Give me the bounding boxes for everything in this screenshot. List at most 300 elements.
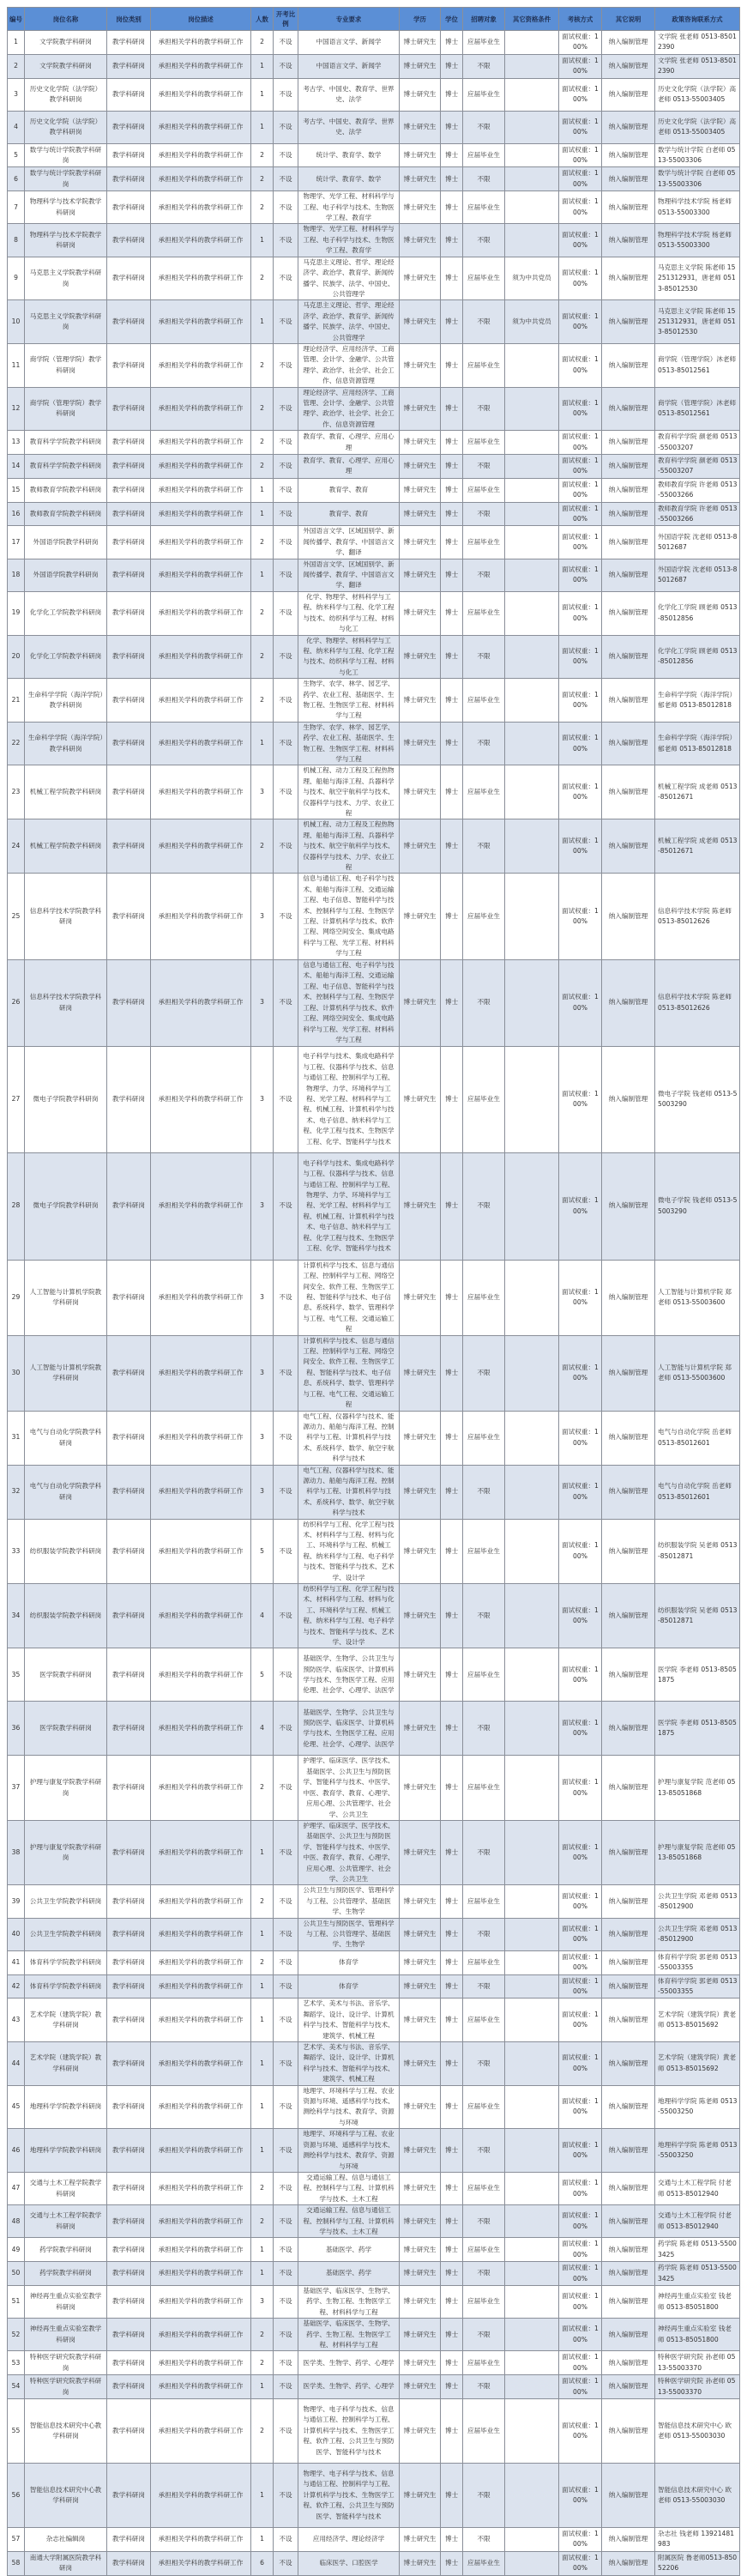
cell-description: 承担相关学科的教学科研工作 (151, 2129, 251, 2173)
cell-category: 教学科研岗 (107, 2351, 151, 2375)
cell-other-requirements (505, 2551, 559, 2575)
cell-other-requirements (505, 1702, 559, 1756)
cell-major: 电子科学与技术、集成电路科学与工程、仪器科学与技术、信息与通信工程、控制科学与工程、物理学、力学、环境科学与工程、光学工程、材料科学与工程、机械工程、计算机科学与技术、电子信息、纳米科学与工程、化学工程与技术、生物医学工程、化学、智能科学与技术 (298, 1152, 400, 1260)
cell-name: 马克思主义学院教学科研岗 (25, 300, 107, 344)
cell-name: 纺织服装学院教学科研岗 (25, 1584, 107, 1648)
cell-ratio: 不设 (274, 257, 298, 300)
cell-contact: 物理科学技术学院 杨老师 0513-55003300 (655, 191, 740, 224)
cell-target: 不限 (463, 502, 505, 526)
cell-ratio: 不设 (274, 1702, 298, 1756)
cell-target: 应届毕业生 (463, 343, 505, 387)
table-row (8, 1918, 740, 1950)
cell-name: 药学院教学科研岗 (25, 2238, 107, 2262)
cell-education: 博士研究生 (400, 1702, 441, 1756)
cell-count: 2 (251, 191, 274, 224)
cell-count: 3 (251, 765, 274, 819)
cell-exam-method: 面试权重：100% (559, 2285, 602, 2318)
table-row (8, 111, 740, 143)
cell-major: 护理学、临床医学、医学技术、基础医学、公共卫生与预防医学、智能科学与技术、中医学、中医、教育学、教育、心理学、应用心理、公共管理学、社会学、公共卫生 (298, 1820, 400, 1884)
cell-name: 护理与康复学院教学科研岗 (25, 1820, 107, 1884)
cell-description: 承担相关学科的教学科研工作 (151, 526, 251, 559)
cell-description: 承担相关学科的教学科研工作 (151, 387, 251, 431)
cell-contact: 电气与自动化学院 岳老师 0513-85012601 (655, 1411, 740, 1465)
cell-other-requirements (505, 2042, 559, 2086)
cell-other-notes: 纳入编制管理 (602, 191, 655, 224)
cell-no: 30 (8, 1335, 25, 1411)
cell-contact: 马克思主义学院 陈老师 15251312931，唐老师 0513-85012530 (655, 300, 740, 344)
cell-no: 27 (8, 1046, 25, 1152)
cell-target: 不限 (463, 2262, 505, 2286)
cell-other-requirements (505, 2285, 559, 2318)
cell-contact: 附属医院 鲁老师0513-85052206 (655, 2551, 740, 2575)
cell-exam-method: 面试权重：100% (559, 2319, 602, 2351)
cell-category: 教学科研岗 (107, 1702, 151, 1756)
cell-major: 公共卫生与预防医学、管理科学与工程、公共管理学、基础医学、生物学 (298, 1885, 400, 1918)
cell-category: 教学科研岗 (107, 2399, 151, 2464)
cell-description: 承担相关学科的教学科研工作 (151, 78, 251, 111)
cell-ratio: 不设 (274, 502, 298, 526)
cell-contact: 体育科学学院 郭老师 0513-55003355 (655, 1950, 740, 1974)
cell-contact: 护理与康复学院 范老师 0513-85051868 (655, 1820, 740, 1884)
cell-degree: 博士 (441, 1519, 463, 1583)
cell-degree: 博士 (441, 2351, 463, 2375)
cell-description: 承担相关学科的教学科研工作 (151, 455, 251, 479)
cell-target: 不限 (463, 959, 505, 1046)
cell-degree: 博士 (441, 2129, 463, 2173)
cell-description: 承担相关学科的教学科研工作 (151, 635, 251, 679)
cell-other-requirements (505, 1820, 559, 1884)
cell-no: 40 (8, 1918, 25, 1950)
cell-other-notes: 纳入编制管理 (602, 478, 655, 502)
cell-major: 纺织科学与工程、化学工程与技术、材料科学与工程、材料与化工、环境科学与工程、机械工程、纳米科学与工程、电子科学与技术、智能科学与技术、艺术学、设计学 (298, 1584, 400, 1648)
cell-no: 56 (8, 2464, 25, 2528)
cell-category: 教学科研岗 (107, 478, 151, 502)
cell-target: 应届毕业生 (463, 1648, 505, 1702)
cell-degree: 博士 (441, 1465, 463, 1519)
table-row (8, 1648, 740, 1702)
recruitment-table (7, 7, 740, 2576)
cell-no: 12 (8, 387, 25, 431)
cell-count: 2 (251, 526, 274, 559)
cell-other-requirements (505, 1648, 559, 1702)
cell-exam-method: 面试权重：100% (559, 31, 602, 55)
cell-other-notes: 纳入编制管理 (602, 819, 655, 874)
cell-other-requirements (505, 167, 559, 191)
cell-other-notes: 纳入编制管理 (602, 2205, 655, 2238)
cell-education: 博士研究生 (400, 2285, 441, 2318)
cell-exam-method: 面试权重：100% (559, 1465, 602, 1519)
cell-name: 历史文化学院（法学院）教学科研岗 (25, 78, 107, 111)
cell-major: 考古学、中国史、教育学、世界史、法学 (298, 78, 400, 111)
cell-description: 承担相关学科的教学科研工作 (151, 1820, 251, 1884)
cell-contact: 物理科学技术学院 杨老师 0513-55003300 (655, 224, 740, 257)
cell-exam-method: 面试权重：100% (559, 1918, 602, 1950)
cell-count: 2 (251, 143, 274, 167)
cell-exam-method: 面试权重：100% (559, 1335, 602, 1411)
cell-education: 博士研究生 (400, 455, 441, 479)
cell-no: 18 (8, 559, 25, 591)
cell-category: 教学科研岗 (107, 1584, 151, 1648)
cell-education: 博士研究生 (400, 2464, 441, 2528)
cell-no: 35 (8, 1648, 25, 1702)
cell-no: 19 (8, 591, 25, 635)
cell-target: 不限 (463, 1918, 505, 1950)
cell-education: 博士研究生 (400, 1335, 441, 1411)
cell-ratio: 不设 (274, 2238, 298, 2262)
table-row (8, 2551, 740, 2575)
cell-ratio: 不设 (274, 2375, 298, 2399)
table-row (8, 2205, 740, 2238)
cell-no: 10 (8, 300, 25, 344)
cell-ratio: 不设 (274, 959, 298, 1046)
cell-other-requirements (505, 959, 559, 1046)
cell-exam-method: 面试权重：100% (559, 1648, 602, 1702)
cell-ratio: 不设 (274, 765, 298, 819)
cell-major: 电子科学与技术、集成电路科学与工程、仪器科学与技术、信息与通信工程、控制科学与工程、物理学、力学、环境科学与工程、光学工程、材料科学与工程、机械工程、计算机科学与技术、电子信息、纳米科学与工程、化学工程与技术、生物医学工程、化学、智能科学与技术 (298, 1046, 400, 1152)
cell-other-requirements (505, 455, 559, 479)
cell-other-requirements (505, 635, 559, 679)
cell-degree: 博士 (441, 1820, 463, 1884)
header-no: 编号 (8, 8, 25, 31)
cell-description: 承担相关学科的教学科研工作 (151, 191, 251, 224)
cell-no: 42 (8, 1974, 25, 1999)
cell-contact: 特种医学研究院 孙老师 0513-55003370 (655, 2351, 740, 2375)
cell-other-notes: 纳入编制管理 (602, 2285, 655, 2318)
cell-name: 交通与土木工程学院教学科研岗 (25, 2205, 107, 2238)
cell-description: 承担相关学科的教学科研工作 (151, 1950, 251, 1974)
cell-no: 25 (8, 874, 25, 959)
cell-name: 特种医学研究院教学科研岗 (25, 2375, 107, 2399)
cell-ratio: 不设 (274, 1756, 298, 1820)
cell-count: 1 (251, 1918, 274, 1950)
cell-other-notes: 纳入编制管理 (602, 2375, 655, 2399)
cell-other-notes: 纳入编制管理 (602, 2464, 655, 2528)
cell-education: 博士研究生 (400, 2042, 441, 2086)
cell-category: 教学科研岗 (107, 455, 151, 479)
cell-category: 教学科研岗 (107, 387, 151, 431)
cell-other-notes: 纳入编制管理 (602, 2551, 655, 2575)
cell-category: 教学科研岗 (107, 2375, 151, 2399)
cell-other-notes: 纳入编制管理 (602, 1584, 655, 1648)
cell-target: 应届毕业生 (463, 765, 505, 819)
cell-exam-method: 面试权重：100% (559, 1820, 602, 1884)
table-row (8, 635, 740, 679)
cell-description: 承担相关学科的教学科研工作 (151, 300, 251, 344)
cell-degree: 博士 (441, 1756, 463, 1820)
table-row (8, 2319, 740, 2351)
cell-contact: 纺织服装学院 吴老师 0513-85012871 (655, 1519, 740, 1583)
cell-ratio: 不设 (274, 224, 298, 257)
cell-category: 教学科研岗 (107, 635, 151, 679)
cell-exam-method: 面试权重：100% (559, 1974, 602, 1999)
cell-education: 博士研究生 (400, 167, 441, 191)
cell-category: 教学科研岗 (107, 2528, 151, 2552)
cell-exam-method: 面试权重：100% (559, 2375, 602, 2399)
cell-degree: 博士 (441, 257, 463, 300)
cell-description: 承担相关学科的教学科研工作 (151, 167, 251, 191)
table-row (8, 679, 740, 723)
cell-no: 45 (8, 2085, 25, 2129)
cell-education: 博士研究生 (400, 143, 441, 167)
cell-other-requirements (505, 1999, 559, 2042)
table-row (8, 722, 740, 765)
cell-other-requirements (505, 1950, 559, 1974)
cell-major: 地理学、环境科学与工程、农业资源与环境、遥感科学与技术、测绘科学与技术、教育学、资源与环境 (298, 2129, 400, 2173)
cell-ratio: 不设 (274, 526, 298, 559)
cell-name: 商学院（管理学院）教学科研岗 (25, 343, 107, 387)
cell-no: 4 (8, 111, 25, 143)
cell-description: 承担相关学科的教学科研工作 (151, 2319, 251, 2351)
cell-other-notes: 纳入编制管理 (602, 2129, 655, 2173)
cell-education: 博士研究生 (400, 300, 441, 344)
cell-other-notes: 纳入编制管理 (602, 455, 655, 479)
cell-count: 1 (251, 478, 274, 502)
cell-other-requirements (505, 31, 559, 55)
table-row (8, 959, 740, 1046)
cell-name: 特种医学研究院教学科研岗 (25, 2351, 107, 2375)
cell-major: 交通运输工程、信息与通信工程、控制科学与工程、计算机科学与技术、土木工程 (298, 2205, 400, 2238)
cell-degree: 博士 (441, 874, 463, 959)
cell-category: 教学科研岗 (107, 2262, 151, 2286)
cell-major: 理论经济学、应用经济学、工商管理、会计学、金融学、公共管理学、政治学、社会学、社会工作、信息资源管理 (298, 343, 400, 387)
cell-description: 承担相关学科的教学科研工作 (151, 1584, 251, 1648)
table-body (8, 31, 740, 2576)
cell-ratio: 不设 (274, 679, 298, 723)
cell-contact: 商学院（管理学院）沐老师 0513-85012561 (655, 343, 740, 387)
cell-contact: 交通与土木工程学院 付老师 0513-85012940 (655, 2172, 740, 2204)
cell-ratio: 不设 (274, 111, 298, 143)
cell-category: 教学科研岗 (107, 502, 151, 526)
cell-contact: 数学与统计学院 白老师 0513-55003306 (655, 167, 740, 191)
cell-other-requirements (505, 2351, 559, 2375)
table-row (8, 31, 740, 55)
cell-count: 1 (251, 1820, 274, 1884)
cell-other-notes: 纳入编制管理 (602, 167, 655, 191)
cell-name: 电气与自动化学院教学科研岗 (25, 1465, 107, 1519)
cell-education: 博士研究生 (400, 559, 441, 591)
cell-contact: 地理科学学院 陈老师 0513-55003250 (655, 2085, 740, 2129)
cell-exam-method: 面试权重：100% (559, 2238, 602, 2262)
cell-other-requirements (505, 78, 559, 111)
table-row (8, 1885, 740, 1918)
cell-other-notes: 纳入编制管理 (602, 1465, 655, 1519)
cell-ratio: 不设 (274, 1519, 298, 1583)
cell-degree: 博士 (441, 2375, 463, 2399)
cell-name: 体育科学学院教学科研岗 (25, 1950, 107, 1974)
header-target: 招聘对象 (463, 8, 505, 31)
cell-no: 48 (8, 2205, 25, 2238)
cell-count: 1 (251, 2528, 274, 2552)
cell-other-requirements (505, 1584, 559, 1648)
cell-exam-method: 面试权重：100% (559, 2351, 602, 2375)
cell-education: 博士研究生 (400, 2319, 441, 2351)
cell-contact: 艺术学院（建筑学院）黄老师 0513-85015692 (655, 1999, 740, 2042)
cell-contact: 公共卫生学院 邓老师 0513-85012900 (655, 1885, 740, 1918)
cell-other-notes: 纳入编制管理 (602, 54, 655, 78)
cell-no: 33 (8, 1519, 25, 1583)
cell-exam-method: 面试权重：100% (559, 1152, 602, 1260)
cell-exam-method: 面试权重：100% (559, 300, 602, 344)
cell-target: 不限 (463, 2375, 505, 2399)
cell-other-notes: 纳入编制管理 (602, 635, 655, 679)
cell-count: 3 (251, 1260, 274, 1335)
table-row (8, 2129, 740, 2173)
cell-category: 教学科研岗 (107, 591, 151, 635)
cell-count: 1 (251, 224, 274, 257)
cell-education: 博士研究生 (400, 2129, 441, 2173)
cell-major: 医学类、生物学、药学、心理学 (298, 2375, 400, 2399)
cell-no: 46 (8, 2129, 25, 2173)
cell-no: 50 (8, 2262, 25, 2286)
cell-no: 15 (8, 478, 25, 502)
cell-ratio: 不设 (274, 1918, 298, 1950)
cell-name: 信息科学技术学院教学科研岗 (25, 959, 107, 1046)
table-row (8, 1950, 740, 1974)
cell-category: 教学科研岗 (107, 679, 151, 723)
cell-description: 承担相关学科的教学科研工作 (151, 2528, 251, 2552)
cell-no: 39 (8, 1885, 25, 1918)
cell-name: 地理科学学院教学科研岗 (25, 2085, 107, 2129)
cell-degree: 博士 (441, 765, 463, 819)
cell-count: 1 (251, 2129, 274, 2173)
cell-count: 4 (251, 1702, 274, 1756)
table-row (8, 257, 740, 300)
cell-ratio: 不设 (274, 143, 298, 167)
header-degree: 学位 (441, 8, 463, 31)
table-row (8, 455, 740, 479)
cell-education: 博士研究生 (400, 2172, 441, 2204)
cell-degree: 博士 (441, 1999, 463, 2042)
cell-contact: 数学与统计学院 白老师 0513-55003306 (655, 143, 740, 167)
cell-exam-method: 面试权重：100% (559, 722, 602, 765)
cell-target: 不限 (463, 1152, 505, 1260)
cell-target: 应届毕业生 (463, 2285, 505, 2318)
cell-name: 纺织服装学院教学科研岗 (25, 1519, 107, 1583)
cell-count: 3 (251, 959, 274, 1046)
cell-education: 博士研究生 (400, 1974, 441, 1999)
cell-name: 教育科学学院教学科研岗 (25, 431, 107, 455)
cell-degree: 博士 (441, 502, 463, 526)
cell-ratio: 不设 (274, 2085, 298, 2129)
cell-name: 数学与统计学院教学科研岗 (25, 167, 107, 191)
cell-other-notes: 纳入编制管理 (602, 559, 655, 591)
cell-count: 1 (251, 78, 274, 111)
cell-name: 物理科学与技术学院教学科研岗 (25, 224, 107, 257)
cell-other-notes: 纳入编制管理 (602, 959, 655, 1046)
cell-category: 教学科研岗 (107, 2085, 151, 2129)
cell-contact: 人工智能与计算机学院 郑老师 0513-55003600 (655, 1335, 740, 1411)
cell-exam-method: 面试权重：100% (559, 2042, 602, 2086)
cell-ratio: 不设 (274, 1465, 298, 1519)
cell-education: 博士研究生 (400, 635, 441, 679)
cell-name: 电气与自动化学院教学科研岗 (25, 1411, 107, 1465)
cell-contact: 化学化工学院 顾老师 0513-85012856 (655, 591, 740, 635)
cell-contact: 交通与土木工程学院 付老师 0513-85012940 (655, 2205, 740, 2238)
cell-degree: 博士 (441, 2238, 463, 2262)
cell-category: 教学科研岗 (107, 1820, 151, 1884)
cell-category: 教学科研岗 (107, 54, 151, 78)
cell-other-requirements (505, 2172, 559, 2204)
table-row (8, 1152, 740, 1260)
cell-contact: 神经再生重点实验室 钱老师 0513-85051800 (655, 2319, 740, 2351)
cell-description: 承担相关学科的教学科研工作 (151, 679, 251, 723)
cell-ratio: 不设 (274, 2262, 298, 2286)
cell-contact: 电气与自动化学院 岳老师 0513-85012601 (655, 1465, 740, 1519)
cell-name: 公共卫生学院教学科研岗 (25, 1885, 107, 1918)
cell-degree: 博士 (441, 1260, 463, 1335)
cell-count: 2 (251, 2399, 274, 2464)
cell-contact: 外国语学院 沈老师 0513-85012687 (655, 559, 740, 591)
cell-target: 应届毕业生 (463, 143, 505, 167)
cell-degree: 博士 (441, 2172, 463, 2204)
cell-name: 微电子学院教学科研岗 (25, 1046, 107, 1152)
cell-count: 3 (251, 1152, 274, 1260)
header-ratio: 开考比例 (274, 8, 298, 31)
cell-other-requirements (505, 1152, 559, 1260)
table-row (8, 591, 740, 635)
cell-description: 承担相关学科的教学科研工作 (151, 2464, 251, 2528)
cell-education: 博士研究生 (400, 1584, 441, 1648)
cell-major: 物理学、光学工程、材料科学与工程、电子科学与技术、生物医学工程、教育学 (298, 191, 400, 224)
cell-no: 17 (8, 526, 25, 559)
cell-ratio: 不设 (274, 343, 298, 387)
cell-degree: 博士 (441, 559, 463, 591)
cell-count: 1 (251, 2085, 274, 2129)
cell-degree: 博士 (441, 2464, 463, 2528)
cell-no: 44 (8, 2042, 25, 2086)
cell-name: 智能信息技术研究中心教学科研岗 (25, 2399, 107, 2464)
cell-exam-method: 面试权重：100% (559, 1950, 602, 1974)
cell-category: 教学科研岗 (107, 31, 151, 55)
cell-description: 承担相关学科的教学科研工作 (151, 224, 251, 257)
cell-degree: 博士 (441, 591, 463, 635)
cell-degree: 博士 (441, 1702, 463, 1756)
cell-other-requirements (505, 1335, 559, 1411)
cell-other-requirements (505, 191, 559, 224)
cell-description: 承担相关学科的教学科研工作 (151, 1648, 251, 1702)
cell-education: 博士研究生 (400, 502, 441, 526)
cell-other-requirements (505, 2262, 559, 2286)
cell-description: 承担相关学科的教学科研工作 (151, 257, 251, 300)
cell-exam-method: 面试权重：100% (559, 2205, 602, 2238)
cell-description: 承担相关学科的教学科研工作 (151, 1974, 251, 1999)
cell-degree: 博士 (441, 819, 463, 874)
cell-name: 数学与统计学院教学科研岗 (25, 143, 107, 167)
table-row (8, 1974, 740, 1999)
cell-education: 博士研究生 (400, 224, 441, 257)
cell-contact: 历史文化学院（法学院）高老师 0513-55003405 (655, 78, 740, 111)
cell-count: 2 (251, 431, 274, 455)
cell-education: 博士研究生 (400, 1046, 441, 1152)
cell-category: 教学科研岗 (107, 1885, 151, 1918)
cell-no: 7 (8, 191, 25, 224)
table-row (8, 2464, 740, 2528)
cell-education: 博士研究生 (400, 31, 441, 55)
table-row (8, 387, 740, 431)
cell-count: 1 (251, 111, 274, 143)
cell-contact: 历史文化学院（法学院）高老师 0513-55003405 (655, 111, 740, 143)
cell-ratio: 不设 (274, 54, 298, 78)
cell-description: 承担相关学科的教学科研工作 (151, 2238, 251, 2262)
cell-other-notes: 纳入编制管理 (602, 2528, 655, 2552)
cell-name: 杂志社编辑岗 (25, 2528, 107, 2552)
cell-degree: 博士 (441, 1335, 463, 1411)
cell-no: 32 (8, 1465, 25, 1519)
cell-contact: 微电子学院 钱老师 0513-55003290 (655, 1046, 740, 1152)
table-row (8, 478, 740, 502)
cell-ratio: 不设 (274, 31, 298, 55)
cell-exam-method: 面试权重：100% (559, 431, 602, 455)
